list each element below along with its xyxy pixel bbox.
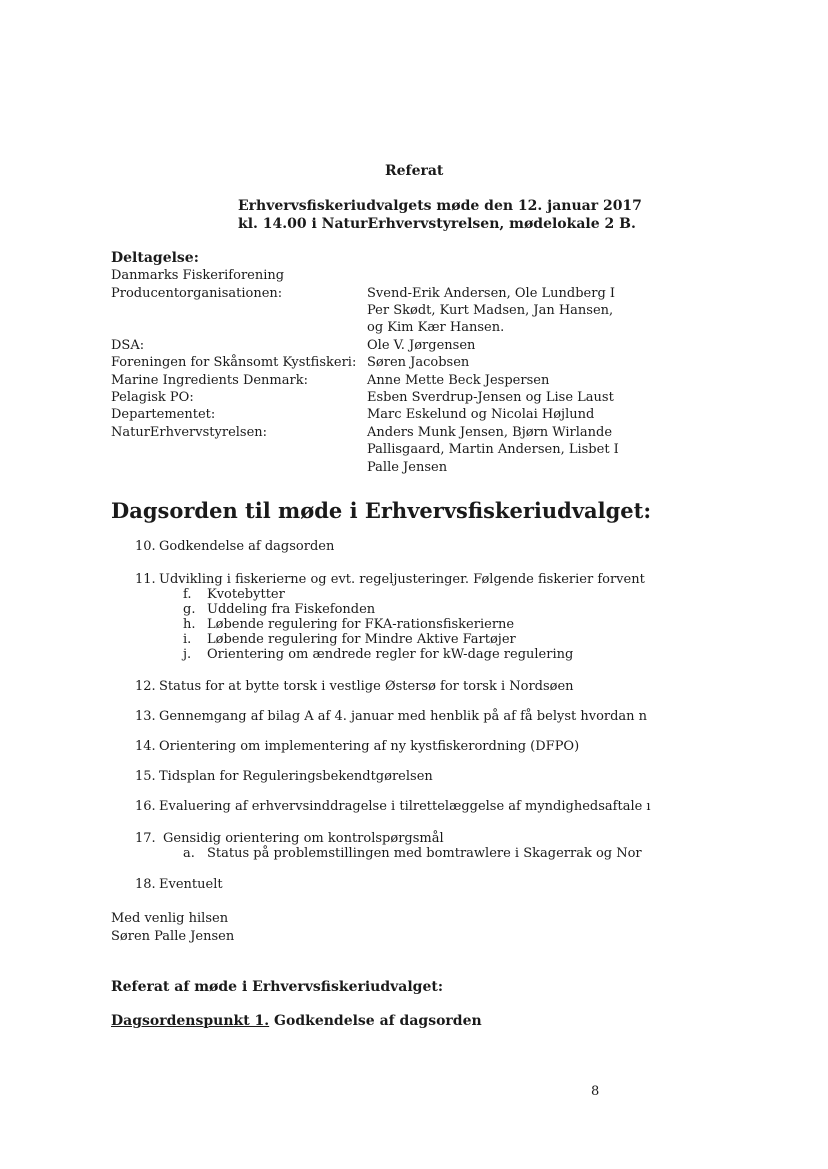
document-title: Referat: [385, 163, 444, 179]
agenda-subitem-letter: a.: [183, 846, 195, 861]
agenda-subitem-letter: i.: [183, 632, 192, 647]
closing-greeting: Med venlig hilsen: [111, 911, 229, 926]
participant-names: Per Skødt, Kurt Madsen, Jan Hansen,: [367, 303, 614, 318]
participant-names: Ole V. Jørgensen: [367, 338, 476, 353]
minutes-heading: Referat af møde i Erhvervsfiskeriudvalget:: [111, 979, 443, 995]
participant-names: Palle Jensen: [367, 460, 448, 475]
participant-names: og Kim Kær Hansen.: [367, 320, 505, 335]
agenda-item-number: 18.: [135, 877, 156, 892]
participant-org: Foreningen for Skånsomt Kystfiskeri:: [111, 355, 357, 370]
page-number: 8: [591, 1084, 600, 1099]
agenda-subitem-letter: j.: [183, 647, 192, 662]
participant-names: Anne Mette Beck Jespersen: [367, 373, 550, 388]
agenda-subitem-text: Kvotebytter: [207, 587, 285, 602]
agenda-item-number: 14.: [135, 739, 156, 754]
agenda-item-text: Orientering om implementering af ny kystfiskerordning (DFPO): [159, 739, 580, 754]
participant-org: Producentorganisationen:: [111, 286, 283, 301]
agenda-subitem-letter: f.: [183, 587, 192, 602]
agenda-item-number: 15.: [135, 769, 156, 784]
participant-org: DSA:: [111, 338, 145, 353]
agenda-item-text: Status for at bytte torsk i vestlige Østersø for torsk i Nordsøen: [159, 679, 574, 694]
agenda-subitem-text: Løbende regulering for FKA-rationsfiskerierne: [207, 617, 515, 632]
participant-names: Svend-Erik Andersen, Ole Lundberg I: [367, 286, 616, 301]
agenda-item-text: Udvikling i fiskerierne og evt. regeljusteringer. Følgende fiskerier forvent: [159, 572, 645, 587]
agenda-item-text: Evaluering af erhvervsinddragelse i tilrettelæggelse af myndighedsaftale ı: [159, 799, 651, 814]
participant-org: Marine Ingredients Denmark:: [111, 373, 308, 388]
agenda-subitem-text: Løbende regulering for Mindre Aktive Fartøjer: [207, 632, 516, 647]
participants-heading: Deltagelse:: [111, 250, 199, 266]
agenda-item-title: Godkendelse af dagsorden: [274, 1013, 482, 1029]
agenda-subitem-letter: h.: [183, 617, 196, 632]
participant-names: Søren Jacobsen: [367, 355, 470, 370]
participant-org: Pelagisk PO:: [111, 390, 194, 405]
meeting-heading-line2: kl. 14.00 i NaturErhvervstyrelsen, mødelokale 2 B.: [238, 216, 636, 232]
participant-names: Pallisgaard, Martin Andersen, Lisbet I: [367, 442, 619, 457]
agenda-item-number: 12.: [135, 679, 156, 694]
agenda-item-number: 16.: [135, 799, 156, 814]
agenda-item-text: Gennemgang af bilag A af 4. januar med henblik på af få belyst hvordan n: [159, 709, 648, 724]
agenda-item-text: Godkendelse af dagsorden: [159, 539, 335, 554]
agenda-subitem-text: Uddeling fra Fiskefonden: [207, 602, 376, 617]
meeting-heading-line1: Erhvervsfiskeriudvalgets møde den 12. januar 2017: [238, 198, 642, 214]
agenda-item-text: Eventuelt: [159, 877, 223, 892]
agenda-heading: Dagsorden til møde i Erhvervsfiskeriudvalget:: [111, 498, 652, 523]
participant-names: Marc Eskelund og Nicolai Højlund: [367, 407, 595, 422]
agenda-subitem-text: Orientering om ændrede regler for kW-dage regulering: [207, 647, 574, 662]
agenda-item-number: 17.: [135, 831, 156, 846]
agenda-item-label: Dagsordenspunkt 1.: [111, 1013, 270, 1029]
agenda-item-number: 10.: [135, 539, 156, 554]
agenda-item-number: 11.: [135, 572, 156, 587]
agenda-item-heading: [111, 1012, 482, 1030]
agenda-subitem-text: Status på problemstillingen med bomtrawlere i Skagerrak og Nor: [207, 846, 642, 861]
participant-names: Esben Sverdrup-Jensen og Lise Laust: [367, 390, 614, 405]
agenda-subitem-letter: g.: [183, 602, 196, 617]
agenda-item-number: 13.: [135, 709, 156, 724]
participant-org: Danmarks Fiskeriforening: [111, 268, 285, 283]
participant-org: NaturErhvervstyrelsen:: [111, 425, 268, 440]
closing-signature: Søren Palle Jensen: [111, 929, 235, 944]
agenda-item-text: Tidsplan for Reguleringsbekendtgørelsen: [159, 769, 433, 784]
agenda-item-text: Gensidig orientering om kontrolspørgsmål: [163, 831, 444, 846]
participant-names: Anders Munk Jensen, Bjørn Wirlande: [367, 425, 613, 440]
participant-org: Departementet:: [111, 407, 216, 422]
